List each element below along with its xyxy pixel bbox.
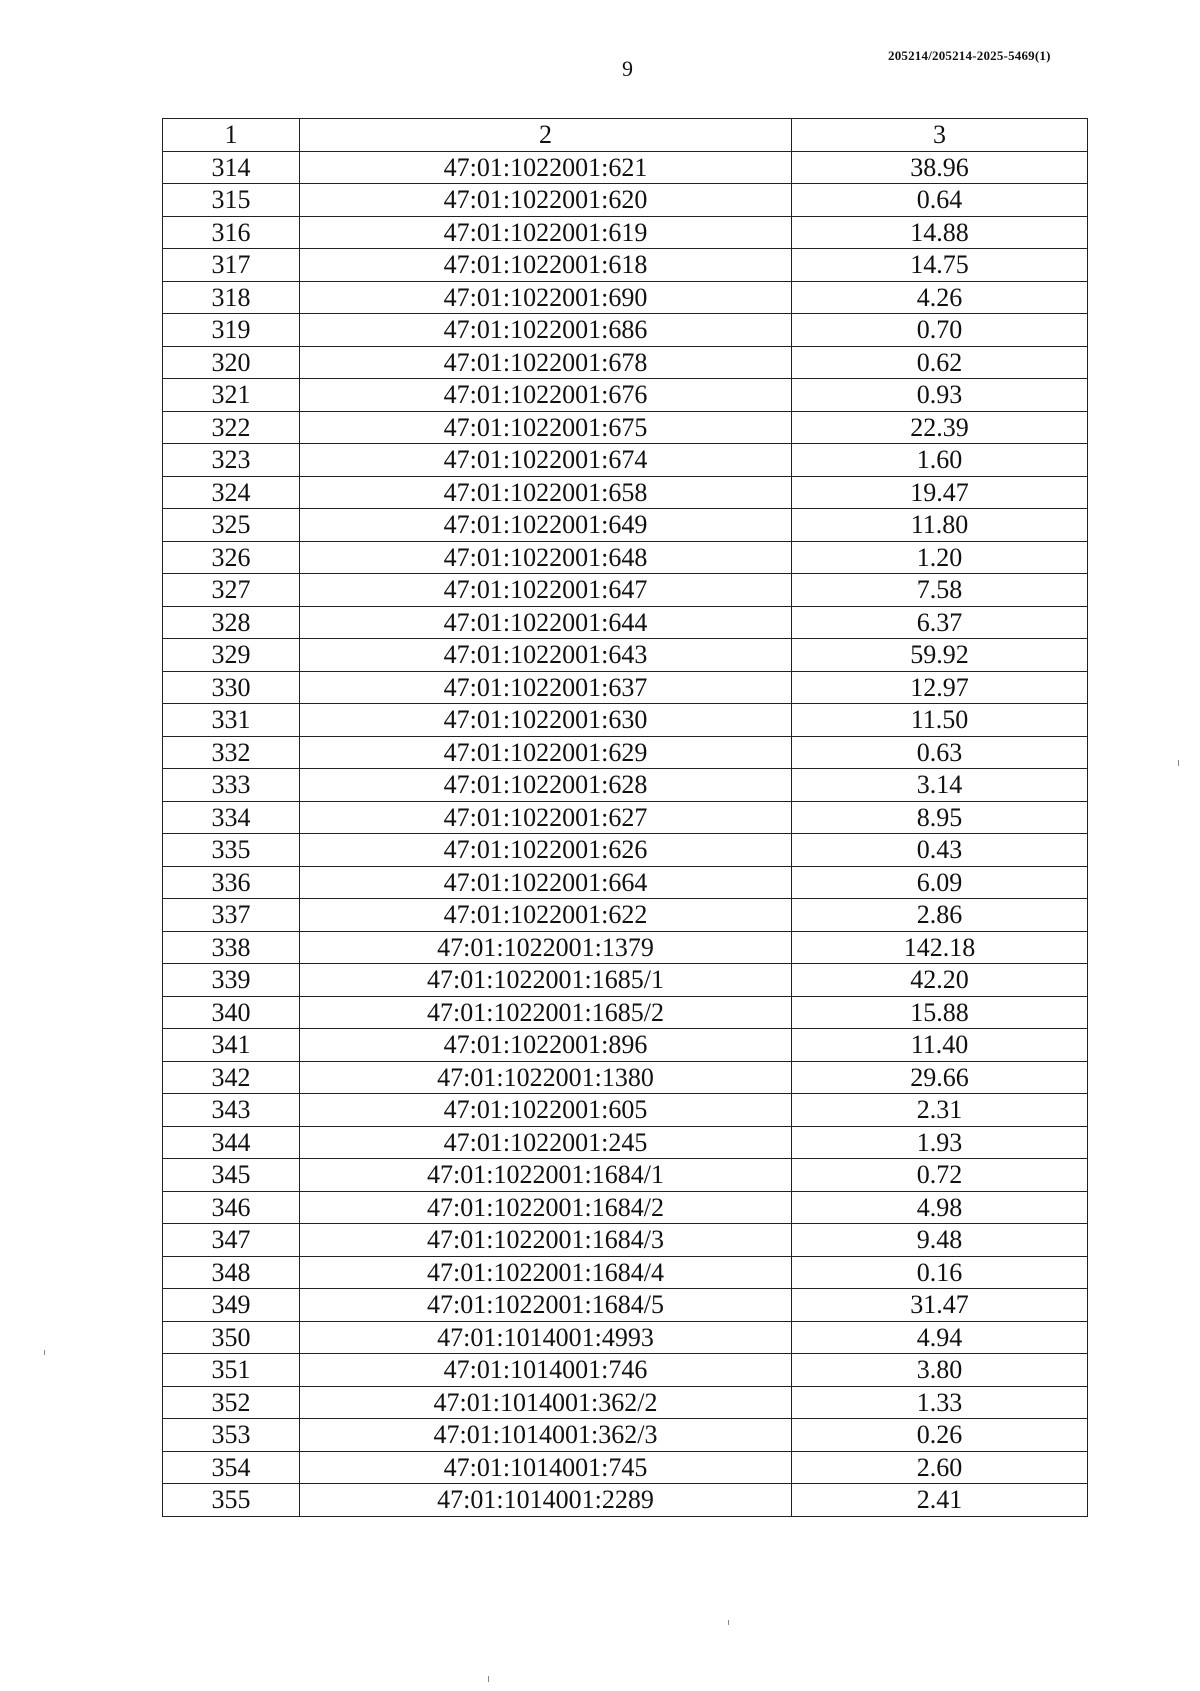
- table-row: [163, 1386, 1088, 1419]
- cadastral-number-cell: 47:01:1014001:362/2: [300, 1386, 792, 1419]
- table-row: [163, 444, 1088, 477]
- row-number-cell: 329: [163, 639, 300, 672]
- area-value-cell: 0.72: [792, 1159, 1088, 1192]
- table-row: [163, 1321, 1088, 1354]
- area-value-cell: 19.47: [792, 476, 1088, 509]
- area-value-cell: 0.43: [792, 834, 1088, 867]
- cadastral-number-cell: 47:01:1022001:675: [300, 411, 792, 444]
- area-value-cell: 22.39: [792, 411, 1088, 444]
- table-row: [163, 574, 1088, 607]
- cadastral-number-cell: 47:01:1014001:746: [300, 1354, 792, 1387]
- row-number-cell: 355: [163, 1484, 300, 1517]
- area-value-cell: 2.86: [792, 899, 1088, 932]
- row-number-cell: 340: [163, 996, 300, 1029]
- scan-speck: [488, 1676, 489, 1682]
- cadastral-number-cell: 47:01:1022001:690: [300, 281, 792, 314]
- row-number-cell: 345: [163, 1159, 300, 1192]
- cadastral-number-cell: 47:01:1022001:648: [300, 541, 792, 574]
- cadastral-number-cell: 47:01:1022001:896: [300, 1029, 792, 1062]
- data-table: [162, 118, 1088, 1517]
- area-value-cell: 0.62: [792, 346, 1088, 379]
- area-value-cell: 1.20: [792, 541, 1088, 574]
- table-row: [163, 606, 1088, 639]
- row-number-cell: 327: [163, 574, 300, 607]
- row-number-cell: 323: [163, 444, 300, 477]
- row-number-cell: 333: [163, 769, 300, 802]
- table-row: [163, 639, 1088, 672]
- table-row: [163, 541, 1088, 574]
- area-value-cell: 29.66: [792, 1061, 1088, 1094]
- area-value-cell: 4.98: [792, 1191, 1088, 1224]
- cadastral-number-cell: 47:01:1022001:605: [300, 1094, 792, 1127]
- column-header-3: 3: [792, 119, 1088, 152]
- cadastral-number-cell: 47:01:1022001:1684/2: [300, 1191, 792, 1224]
- row-number-cell: 353: [163, 1419, 300, 1452]
- table-row: [163, 281, 1088, 314]
- cadastral-number-cell: 47:01:1014001:2289: [300, 1484, 792, 1517]
- cadastral-number-cell: 47:01:1022001:674: [300, 444, 792, 477]
- cadastral-number-cell: 47:01:1022001:629: [300, 736, 792, 769]
- row-number-cell: 344: [163, 1126, 300, 1159]
- area-value-cell: 1.33: [792, 1386, 1088, 1419]
- table-row: [163, 1191, 1088, 1224]
- row-number-cell: 321: [163, 379, 300, 412]
- row-number-cell: 341: [163, 1029, 300, 1062]
- area-value-cell: 11.40: [792, 1029, 1088, 1062]
- table-row: [163, 314, 1088, 347]
- area-value-cell: 142.18: [792, 931, 1088, 964]
- cadastral-number-cell: 47:01:1022001:621: [300, 151, 792, 184]
- table-row: [163, 964, 1088, 997]
- table-row: [163, 899, 1088, 932]
- table-row: [163, 1354, 1088, 1387]
- document-reference: 205214/205214-2025-5469(1): [888, 48, 1051, 63]
- table-row: [163, 769, 1088, 802]
- row-number-cell: 338: [163, 931, 300, 964]
- cadastral-number-cell: 47:01:1022001:644: [300, 606, 792, 639]
- row-number-cell: 336: [163, 866, 300, 899]
- table-row: [163, 1224, 1088, 1257]
- cadastral-number-cell: 47:01:1022001:626: [300, 834, 792, 867]
- row-number-cell: 316: [163, 216, 300, 249]
- row-number-cell: 331: [163, 704, 300, 737]
- cadastral-number-cell: 47:01:1022001:643: [300, 639, 792, 672]
- column-header-1: 1: [163, 119, 300, 152]
- area-value-cell: 31.47: [792, 1289, 1088, 1322]
- table-row: [163, 346, 1088, 379]
- row-number-cell: 342: [163, 1061, 300, 1094]
- table-row: [163, 866, 1088, 899]
- cadastral-number-cell: 47:01:1022001:627: [300, 801, 792, 834]
- area-value-cell: 2.60: [792, 1451, 1088, 1484]
- table-row: [163, 1126, 1088, 1159]
- row-number-cell: 319: [163, 314, 300, 347]
- area-value-cell: 6.09: [792, 866, 1088, 899]
- area-value-cell: 38.96: [792, 151, 1088, 184]
- row-number-cell: 349: [163, 1289, 300, 1322]
- area-value-cell: 0.70: [792, 314, 1088, 347]
- cadastral-number-cell: 47:01:1022001:1684/1: [300, 1159, 792, 1192]
- table-row: [163, 671, 1088, 704]
- row-number-cell: 354: [163, 1451, 300, 1484]
- row-number-cell: 324: [163, 476, 300, 509]
- area-value-cell: 7.58: [792, 574, 1088, 607]
- cadastral-number-cell: 47:01:1022001:1684/5: [300, 1289, 792, 1322]
- row-number-cell: 337: [163, 899, 300, 932]
- area-value-cell: 11.50: [792, 704, 1088, 737]
- table-row: [163, 216, 1088, 249]
- row-number-cell: 332: [163, 736, 300, 769]
- row-number-cell: 317: [163, 249, 300, 282]
- row-number-cell: 350: [163, 1321, 300, 1354]
- table-row: [163, 801, 1088, 834]
- cadastral-number-cell: 47:01:1022001:620: [300, 184, 792, 217]
- row-number-cell: 347: [163, 1224, 300, 1257]
- area-value-cell: 42.20: [792, 964, 1088, 997]
- area-value-cell: 2.31: [792, 1094, 1088, 1127]
- cadastral-number-cell: 47:01:1022001:630: [300, 704, 792, 737]
- cadastral-number-cell: 47:01:1014001:4993: [300, 1321, 792, 1354]
- cadastral-number-cell: 47:01:1022001:637: [300, 671, 792, 704]
- table-row: [163, 151, 1088, 184]
- table-row: [163, 184, 1088, 217]
- row-number-cell: 330: [163, 671, 300, 704]
- cadastral-number-cell: 47:01:1022001:649: [300, 509, 792, 542]
- area-value-cell: 1.93: [792, 1126, 1088, 1159]
- table-row: [163, 1419, 1088, 1452]
- row-number-cell: 351: [163, 1354, 300, 1387]
- area-value-cell: 6.37: [792, 606, 1088, 639]
- table-row: [163, 476, 1088, 509]
- area-value-cell: 3.14: [792, 769, 1088, 802]
- cadastral-number-cell: 47:01:1022001:658: [300, 476, 792, 509]
- scan-speck: [1178, 760, 1179, 766]
- table-row: [163, 996, 1088, 1029]
- table-row: [163, 411, 1088, 444]
- table-row: [163, 931, 1088, 964]
- area-value-cell: 0.63: [792, 736, 1088, 769]
- row-number-cell: 352: [163, 1386, 300, 1419]
- table-row: [163, 1256, 1088, 1289]
- cadastral-number-cell: 47:01:1022001:619: [300, 216, 792, 249]
- area-value-cell: 12.97: [792, 671, 1088, 704]
- area-value-cell: 0.16: [792, 1256, 1088, 1289]
- page-number: 9: [622, 56, 633, 81]
- cadastral-number-cell: 47:01:1022001:1685/1: [300, 964, 792, 997]
- table-row: [163, 1094, 1088, 1127]
- row-number-cell: 343: [163, 1094, 300, 1127]
- row-number-cell: 325: [163, 509, 300, 542]
- table-row: [163, 1061, 1088, 1094]
- cadastral-number-cell: 47:01:1014001:745: [300, 1451, 792, 1484]
- table-header: [163, 119, 1088, 152]
- row-number-cell: 346: [163, 1191, 300, 1224]
- area-value-cell: 2.41: [792, 1484, 1088, 1517]
- cadastral-number-cell: 47:01:1022001:1380: [300, 1061, 792, 1094]
- row-number-cell: 335: [163, 834, 300, 867]
- table-row: [163, 509, 1088, 542]
- cadastral-number-cell: 47:01:1022001:628: [300, 769, 792, 802]
- cadastral-number-cell: 47:01:1022001:618: [300, 249, 792, 282]
- area-value-cell: 15.88: [792, 996, 1088, 1029]
- table-row: [163, 1159, 1088, 1192]
- row-number-cell: 339: [163, 964, 300, 997]
- cadastral-number-cell: 47:01:1022001:1684/3: [300, 1224, 792, 1257]
- row-number-cell: 320: [163, 346, 300, 379]
- row-number-cell: 314: [163, 151, 300, 184]
- area-value-cell: 8.95: [792, 801, 1088, 834]
- row-number-cell: 328: [163, 606, 300, 639]
- table-row: [163, 1484, 1088, 1517]
- cadastral-number-cell: 47:01:1022001:622: [300, 899, 792, 932]
- table-row: [163, 834, 1088, 867]
- area-value-cell: 4.26: [792, 281, 1088, 314]
- table-row: [163, 379, 1088, 412]
- row-number-cell: 348: [163, 1256, 300, 1289]
- cadastral-number-cell: 47:01:1022001:664: [300, 866, 792, 899]
- cadastral-number-cell: 47:01:1022001:1684/4: [300, 1256, 792, 1289]
- area-value-cell: 0.26: [792, 1419, 1088, 1452]
- row-number-cell: 322: [163, 411, 300, 444]
- cadastral-number-cell: 47:01:1014001:362/3: [300, 1419, 792, 1452]
- area-value-cell: 59.92: [792, 639, 1088, 672]
- cadastral-number-cell: 47:01:1022001:1685/2: [300, 996, 792, 1029]
- row-number-cell: 326: [163, 541, 300, 574]
- scan-speck: [728, 1620, 729, 1625]
- area-value-cell: 1.60: [792, 444, 1088, 477]
- area-value-cell: 0.64: [792, 184, 1088, 217]
- cadastral-number-cell: 47:01:1022001:647: [300, 574, 792, 607]
- cadastral-number-cell: 47:01:1022001:1379: [300, 931, 792, 964]
- table-row: [163, 1289, 1088, 1322]
- table-row: [163, 1029, 1088, 1062]
- cadastral-number-cell: 47:01:1022001:676: [300, 379, 792, 412]
- cadastral-number-cell: 47:01:1022001:245: [300, 1126, 792, 1159]
- table-row: [163, 736, 1088, 769]
- area-value-cell: 0.93: [792, 379, 1088, 412]
- area-value-cell: 9.48: [792, 1224, 1088, 1257]
- scan-speck: [44, 1350, 45, 1355]
- table-row: [163, 1451, 1088, 1484]
- row-number-cell: 334: [163, 801, 300, 834]
- area-value-cell: 14.88: [792, 216, 1088, 249]
- column-header-2: 2: [300, 119, 792, 152]
- cadastral-number-cell: 47:01:1022001:678: [300, 346, 792, 379]
- area-value-cell: 3.80: [792, 1354, 1088, 1387]
- cadastral-number-cell: 47:01:1022001:686: [300, 314, 792, 347]
- header-row: [163, 119, 1088, 152]
- area-value-cell: 11.80: [792, 509, 1088, 542]
- row-number-cell: 318: [163, 281, 300, 314]
- table-row: [163, 704, 1088, 737]
- area-value-cell: 4.94: [792, 1321, 1088, 1354]
- table-body: [163, 151, 1088, 1516]
- table-row: [163, 249, 1088, 282]
- area-value-cell: 14.75: [792, 249, 1088, 282]
- row-number-cell: 315: [163, 184, 300, 217]
